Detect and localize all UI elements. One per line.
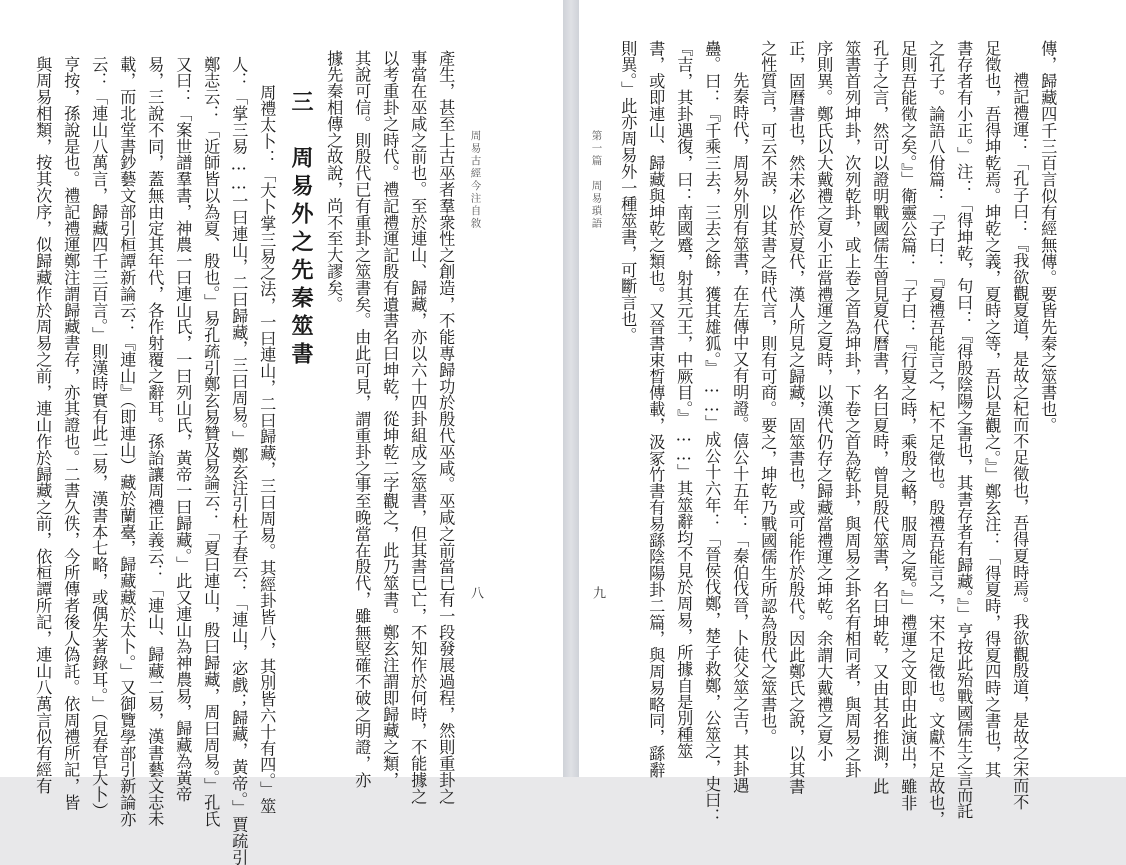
text-column: 周禮太卜：「大卜掌三易之法，一曰連山，二曰歸藏，三曰周易。其經卦皆八，其別皆六十有四。」筮	[257, 84, 277, 814]
text-column: 又曰：「案世譜羣書，神農一曰連山氏，一曰列山氏，黃帝一曰歸藏。」此又連山為神農易，歸藏為黃帝	[173, 56, 193, 803]
text-column: 鄭志云：「近師皆以為夏、殷也。」易孔疏引鄭玄易贊及易論云：「夏曰連山，殷曰歸藏，周曰周易。」孔氏	[201, 56, 221, 827]
text-column: 正，固曆書也，然未必作於夏代，漢人所見之歸藏，固筮書也，或可能作於殷代。因此鄭氏之說，以其書	[786, 40, 806, 795]
text-column: 載，而北堂書鈔藝文部引桓譚新論云：『連山』（即連山）藏於蘭臺，歸藏藏於太卜。」又御覽學部引新論亦	[117, 56, 137, 827]
section-title: 三 周易外之先秦筮書	[288, 90, 314, 370]
text-column: 人：「掌三易……一曰連山，二曰歸藏，三曰周易。」鄭玄注引杜子春云：「連山，宓戲；歸藏，黃帝。」賈疏引	[229, 56, 249, 865]
text-column: 與周易相類，按其次序，似歸藏作於周易之前，連山作於歸藏之前，依桓譚所記，連山八萬言似有經有	[33, 56, 53, 794]
text-column: 產生，甚至上古巫者羣衆性之創造，不能專歸功於殷代巫咸。巫咸之前當已有一段發展過程，然則重卦之	[436, 50, 456, 805]
text-column: 筮書首列坤卦，次列乾卦，或上卷之首為坤卦，下卷之首為乾卦，與周易之卦名有相同者，與周易之卦	[842, 40, 862, 778]
text-column: 事當在巫咸之前也。至於連山、歸藏，亦以六十四卦組成之筮書，但其書已亡，不知作於何時，不能據之	[408, 50, 428, 805]
text-column: 書存者有小正。」注：「得坤乾，句曰：『得殷陰陽之書也，其書存者有歸藏。』」亨按此殆戰國儒生之言而託	[954, 40, 974, 820]
text-column: 之性質言，可云不誤，以其書之時代言，則有可商。要之，坤乾乃戰國儒生所認為殷代之筮書也。	[758, 40, 778, 746]
page-right	[579, 0, 1126, 828]
text-column: 據先秦相傳之故說，尚不至大謬矣。	[324, 50, 344, 313]
text-column: 書，或即連山、歸藏與坤乾之類也。又晉書束晳傳載，汲冢竹書有易繇陰陽卦二篇，與周易略同，繇辭	[646, 40, 666, 778]
text-column: 傳，歸藏四千三百言似有經無傳。要皆先秦之筮書也。	[1038, 40, 1058, 434]
text-column: 足則吾能徵之矣。』」衛靈公篇：「子曰：『行夏之時，乘殷之輅，服周之冕。』」禮運之文即由此演出，雖非	[898, 40, 918, 812]
page-number: 八	[468, 586, 483, 599]
page-number: 九	[590, 586, 605, 599]
text-column: 云：「連山八萬言，歸藏四千三百言。」則漢時實有此二易，漢書本七略，或偶失著錄耳。」（見春官大卜）	[89, 56, 109, 819]
text-column: 蠱。曰：『千乘三去，三去之餘，獲其雄狐。』……」成公十六年：「晉侯伐鄭，楚子救鄭，公筮之，史曰：	[702, 40, 722, 825]
text-column: 孔子之言，然可以證明戰國儒生曾見夏代曆書，名曰夏時，曾見殷代筮書，名曰坤乾，又由其名推測，此	[870, 40, 890, 795]
page-gutter	[563, 0, 579, 777]
text-column: 序則異。鄭氏以大戴禮之夏小正當禮運之夏時，以漢代仍存之歸藏當禮運之坤乾。余謂大戴禮之夏小	[814, 40, 834, 762]
text-column: 則異。」此亦周易外一種筮書，可斷言也。	[618, 40, 638, 344]
text-column: 禮記禮運：「孔子曰：『我欲觀夏道，是故之杞而不足徵也，吾得夏時焉。我欲觀殷道，是故之宋而不	[1010, 72, 1030, 810]
text-column: 易，三說不同，蓋無由定其年代，各作射覆之辭耳。孫詒讓周禮正義云：「連山、歸藏二易，漢書藝文志未	[145, 56, 165, 827]
text-column: 『吉，其卦遇復，曰：南國蹙，射其元王，中厥目。』……」其筮辭均不見於周易，所據自是別種筮	[674, 40, 694, 760]
text-column: 先秦時代，周易外別有筮書，在左傳中又有明證。僖公十五年：「秦伯伐晉，卜徒父筮之吉，其卦遇	[730, 72, 750, 794]
running-head: 第一篇 周易瑣語	[590, 130, 603, 230]
running-head: 周易古經今注自敘	[469, 130, 482, 230]
text-column: 以考重卦之時代。禮記禮運記殷有遺書名曰坤乾，從坤乾二字觀之，此乃筮書。鄭玄注謂即歸藏之類，	[380, 50, 400, 788]
text-column: 其說可信。則殷代已有重卦之筮書矣。由此可見，謂重卦之事至晚當在殷代，雖無堅確不破之明證，亦	[352, 50, 372, 788]
text-column: 之孔子。論語八佾篇：「子曰：『夏禮吾能言之，杞不足徵也。殷禮吾能言之，宋不足徵也。文獻不足故也，	[926, 40, 946, 828]
text-column: 亨按，孫說是也。禮記禮運鄭注謂歸藏書存，亦其證也。二書久佚，今所傳者後人偽託。依周禮所記，皆	[61, 56, 81, 811]
text-column: 足徵也，吾得坤乾焉。坤乾之義，夏時之等，吾以是觀之。』」鄭玄注：「得夏時，得夏四時之書也，其	[982, 40, 1002, 779]
